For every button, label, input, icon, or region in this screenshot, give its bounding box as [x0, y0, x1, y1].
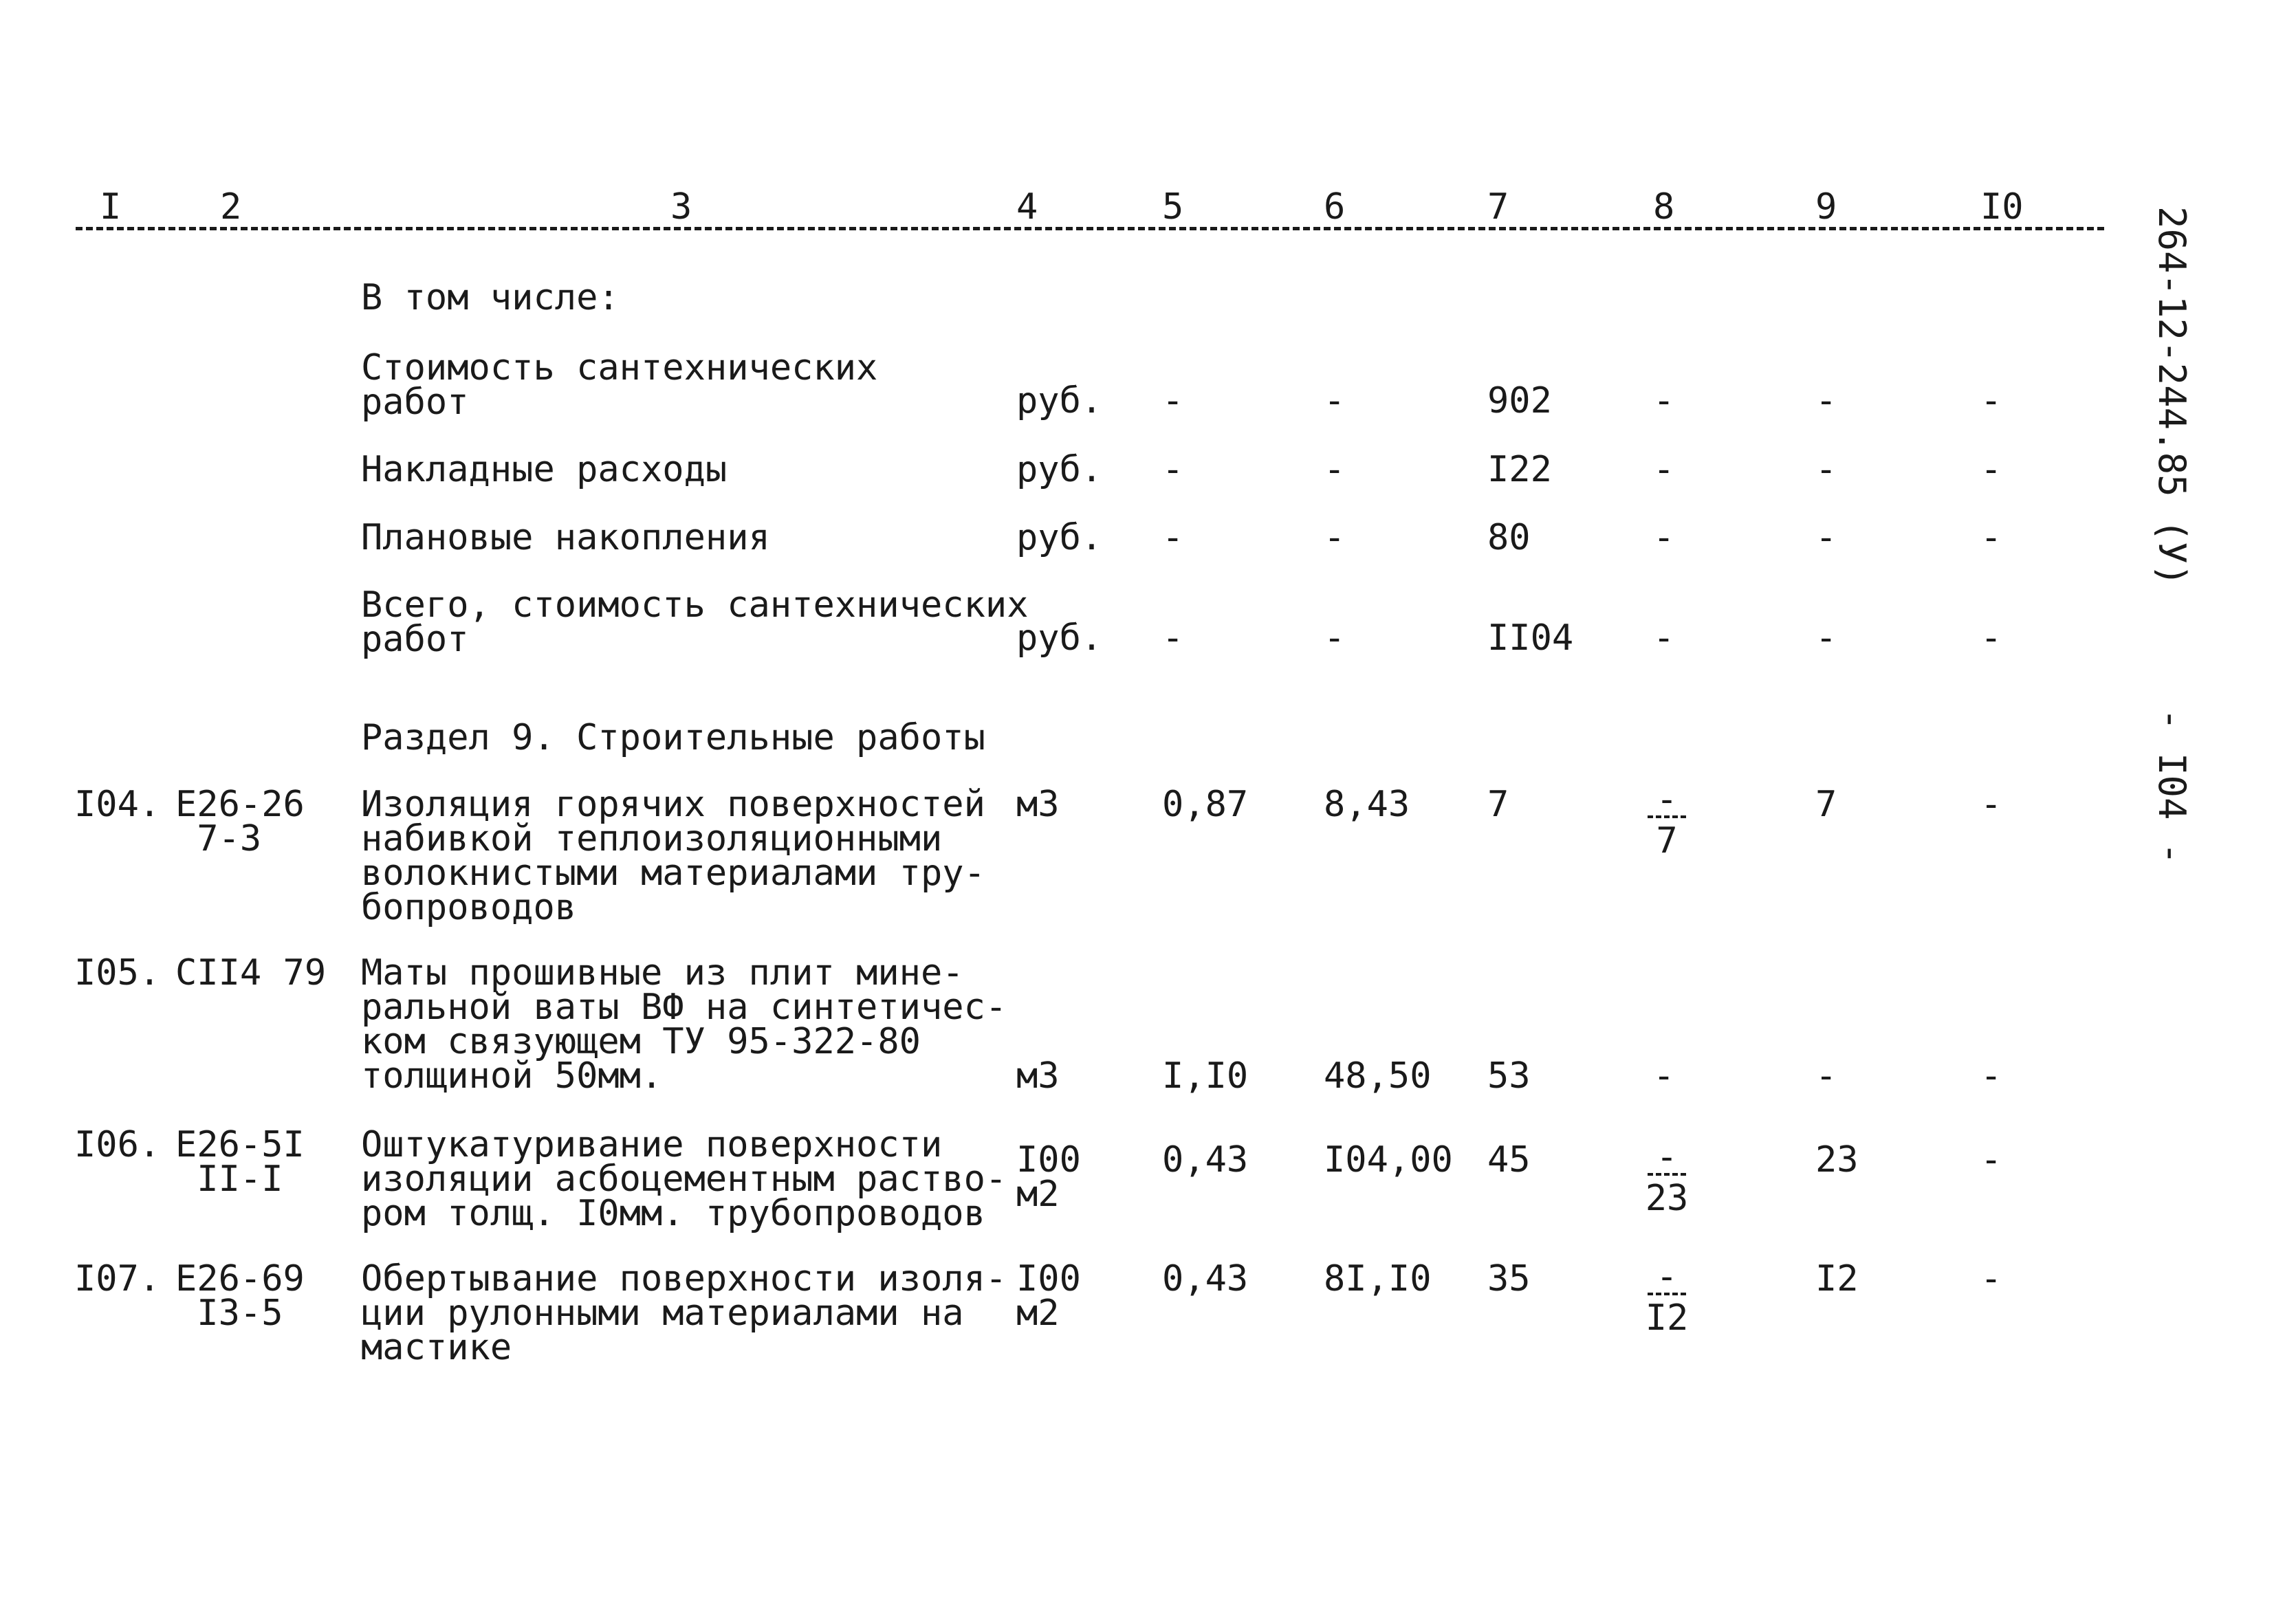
- row-unit: руб.: [1016, 517, 1103, 558]
- item-c6: 8I,I0: [1324, 1258, 1432, 1299]
- fraction-denominator: 7: [1656, 820, 1678, 862]
- row-c6: -: [1324, 617, 1346, 659]
- row-c9: -: [1815, 449, 1837, 490]
- item-number: I05.: [74, 952, 161, 994]
- row-c8: -: [1653, 449, 1675, 490]
- col-header-3: 3: [670, 186, 692, 228]
- item-c9: 23: [1815, 1139, 1859, 1181]
- row-c10: -: [1980, 380, 2002, 421]
- item-description: Обертывание поверхности изоля- ции рулонными материалами на мастике: [361, 1258, 1007, 1368]
- col-header-8: 8: [1653, 186, 1675, 228]
- item-c9: -: [1815, 1055, 1837, 1097]
- col-header-7: 7: [1487, 186, 1509, 228]
- fraction-numerator: -: [1656, 1137, 1678, 1178]
- item-c10: -: [1980, 784, 2002, 825]
- item-c5: 0,87: [1162, 784, 1249, 825]
- item-code: Е26-5I II-I: [175, 1124, 305, 1200]
- fraction-denominator: 23: [1645, 1178, 1689, 1219]
- row-c10: -: [1980, 449, 2002, 490]
- item-number: I07.: [74, 1258, 161, 1299]
- row-c10: -: [1980, 617, 2002, 659]
- row-name: Плановые накопления: [361, 517, 770, 558]
- row-c10: -: [1980, 517, 2002, 558]
- item-c5: 0,43: [1162, 1139, 1249, 1181]
- row-c8: -: [1653, 517, 1675, 558]
- page-number: - I04 -: [2150, 708, 2194, 865]
- col-header-10: I0: [1980, 186, 2024, 228]
- item-number: I04.: [74, 784, 161, 825]
- row-unit: руб.: [1016, 617, 1103, 659]
- item-unit: I00 м2: [1016, 1258, 1081, 1334]
- fraction-numerator: -: [1656, 779, 1678, 820]
- item-c6: I04,00: [1324, 1139, 1453, 1181]
- col-header-9: 9: [1815, 186, 1837, 228]
- row-unit: руб.: [1016, 449, 1103, 490]
- row-c9: -: [1815, 380, 1837, 421]
- col-header-4: 4: [1016, 186, 1038, 228]
- row-c6: -: [1324, 380, 1346, 421]
- item-unit: м3: [1016, 1055, 1060, 1097]
- row-c9: -: [1815, 517, 1837, 558]
- item-c10: -: [1980, 1055, 2002, 1097]
- row-c7: 902: [1487, 380, 1552, 421]
- item-c7: 53: [1487, 1055, 1531, 1097]
- item-c6: 8,43: [1324, 784, 1410, 825]
- document-code: 264-12-244.85 (У): [2150, 206, 2194, 586]
- fraction-numerator: -: [1656, 1256, 1678, 1297]
- item-c5: 0,43: [1162, 1258, 1249, 1299]
- item-c5: I,I0: [1162, 1055, 1249, 1097]
- row-c8: -: [1653, 380, 1675, 421]
- row-unit: руб.: [1016, 380, 1103, 421]
- row-c9: -: [1815, 617, 1837, 659]
- col-header-6: 6: [1324, 186, 1346, 228]
- fraction-denominator: I2: [1645, 1297, 1689, 1339]
- header-rule: [76, 227, 2104, 230]
- row-c8: -: [1653, 617, 1675, 659]
- item-description: Изоляция горячих поверхностей набивкой теплоизоляционными волокнистыми материалами тру- бопроводов: [361, 784, 985, 928]
- item-description: Маты прошивные из плит мине- ральной ваты ВФ на синтетичес- ком связующем ТУ 95-322-80 толщиной 50мм.: [361, 952, 1007, 1097]
- row-c7: 80: [1487, 517, 1531, 558]
- row-name: Всего, стоимость сантехнических работ: [361, 584, 1029, 660]
- row-c6: -: [1324, 449, 1346, 490]
- row-c5: -: [1162, 380, 1184, 421]
- row-c5: -: [1162, 449, 1184, 490]
- row-c5: -: [1162, 617, 1184, 659]
- item-c7: 45: [1487, 1139, 1531, 1181]
- col-header-2: 2: [220, 186, 242, 228]
- item-code: Е26-69 I3-5: [175, 1258, 305, 1334]
- item-c8-fraction: [1645, 779, 1689, 862]
- row-name: Накладные расходы: [361, 449, 728, 490]
- item-code: СII4 79: [175, 952, 327, 994]
- item-c8-fraction: [1645, 1137, 1689, 1219]
- item-unit: I00 м2: [1016, 1139, 1081, 1215]
- item-c10: -: [1980, 1139, 2002, 1181]
- item-c9: I2: [1815, 1258, 1859, 1299]
- section-title: Раздел 9. Строительные работы: [361, 717, 985, 758]
- row-c6: -: [1324, 517, 1346, 558]
- item-c8-fraction: [1645, 1256, 1689, 1339]
- item-unit: м3: [1016, 784, 1060, 825]
- row-name: Стоимость сантехнических работ: [361, 347, 878, 423]
- item-c6: 48,50: [1324, 1055, 1432, 1097]
- item-c8: -: [1653, 1055, 1675, 1097]
- item-number: I06.: [74, 1124, 161, 1165]
- row-c7: II04: [1487, 617, 1574, 659]
- subtotals-label: В том числе:: [361, 277, 620, 318]
- item-c10: -: [1980, 1258, 2002, 1299]
- item-description: Оштукатуривание поверхности изоляции асбоцементным раство- ром толщ. I0мм. трубопроводов: [361, 1124, 1007, 1234]
- item-c7: 7: [1487, 784, 1509, 825]
- item-c7: 35: [1487, 1258, 1531, 1299]
- row-c7: I22: [1487, 449, 1552, 490]
- col-header-1: I: [100, 186, 122, 228]
- col-header-5: 5: [1162, 186, 1184, 228]
- item-code: Е26-26 7-3: [175, 784, 305, 859]
- item-c9: 7: [1815, 784, 1837, 825]
- row-c5: -: [1162, 517, 1184, 558]
